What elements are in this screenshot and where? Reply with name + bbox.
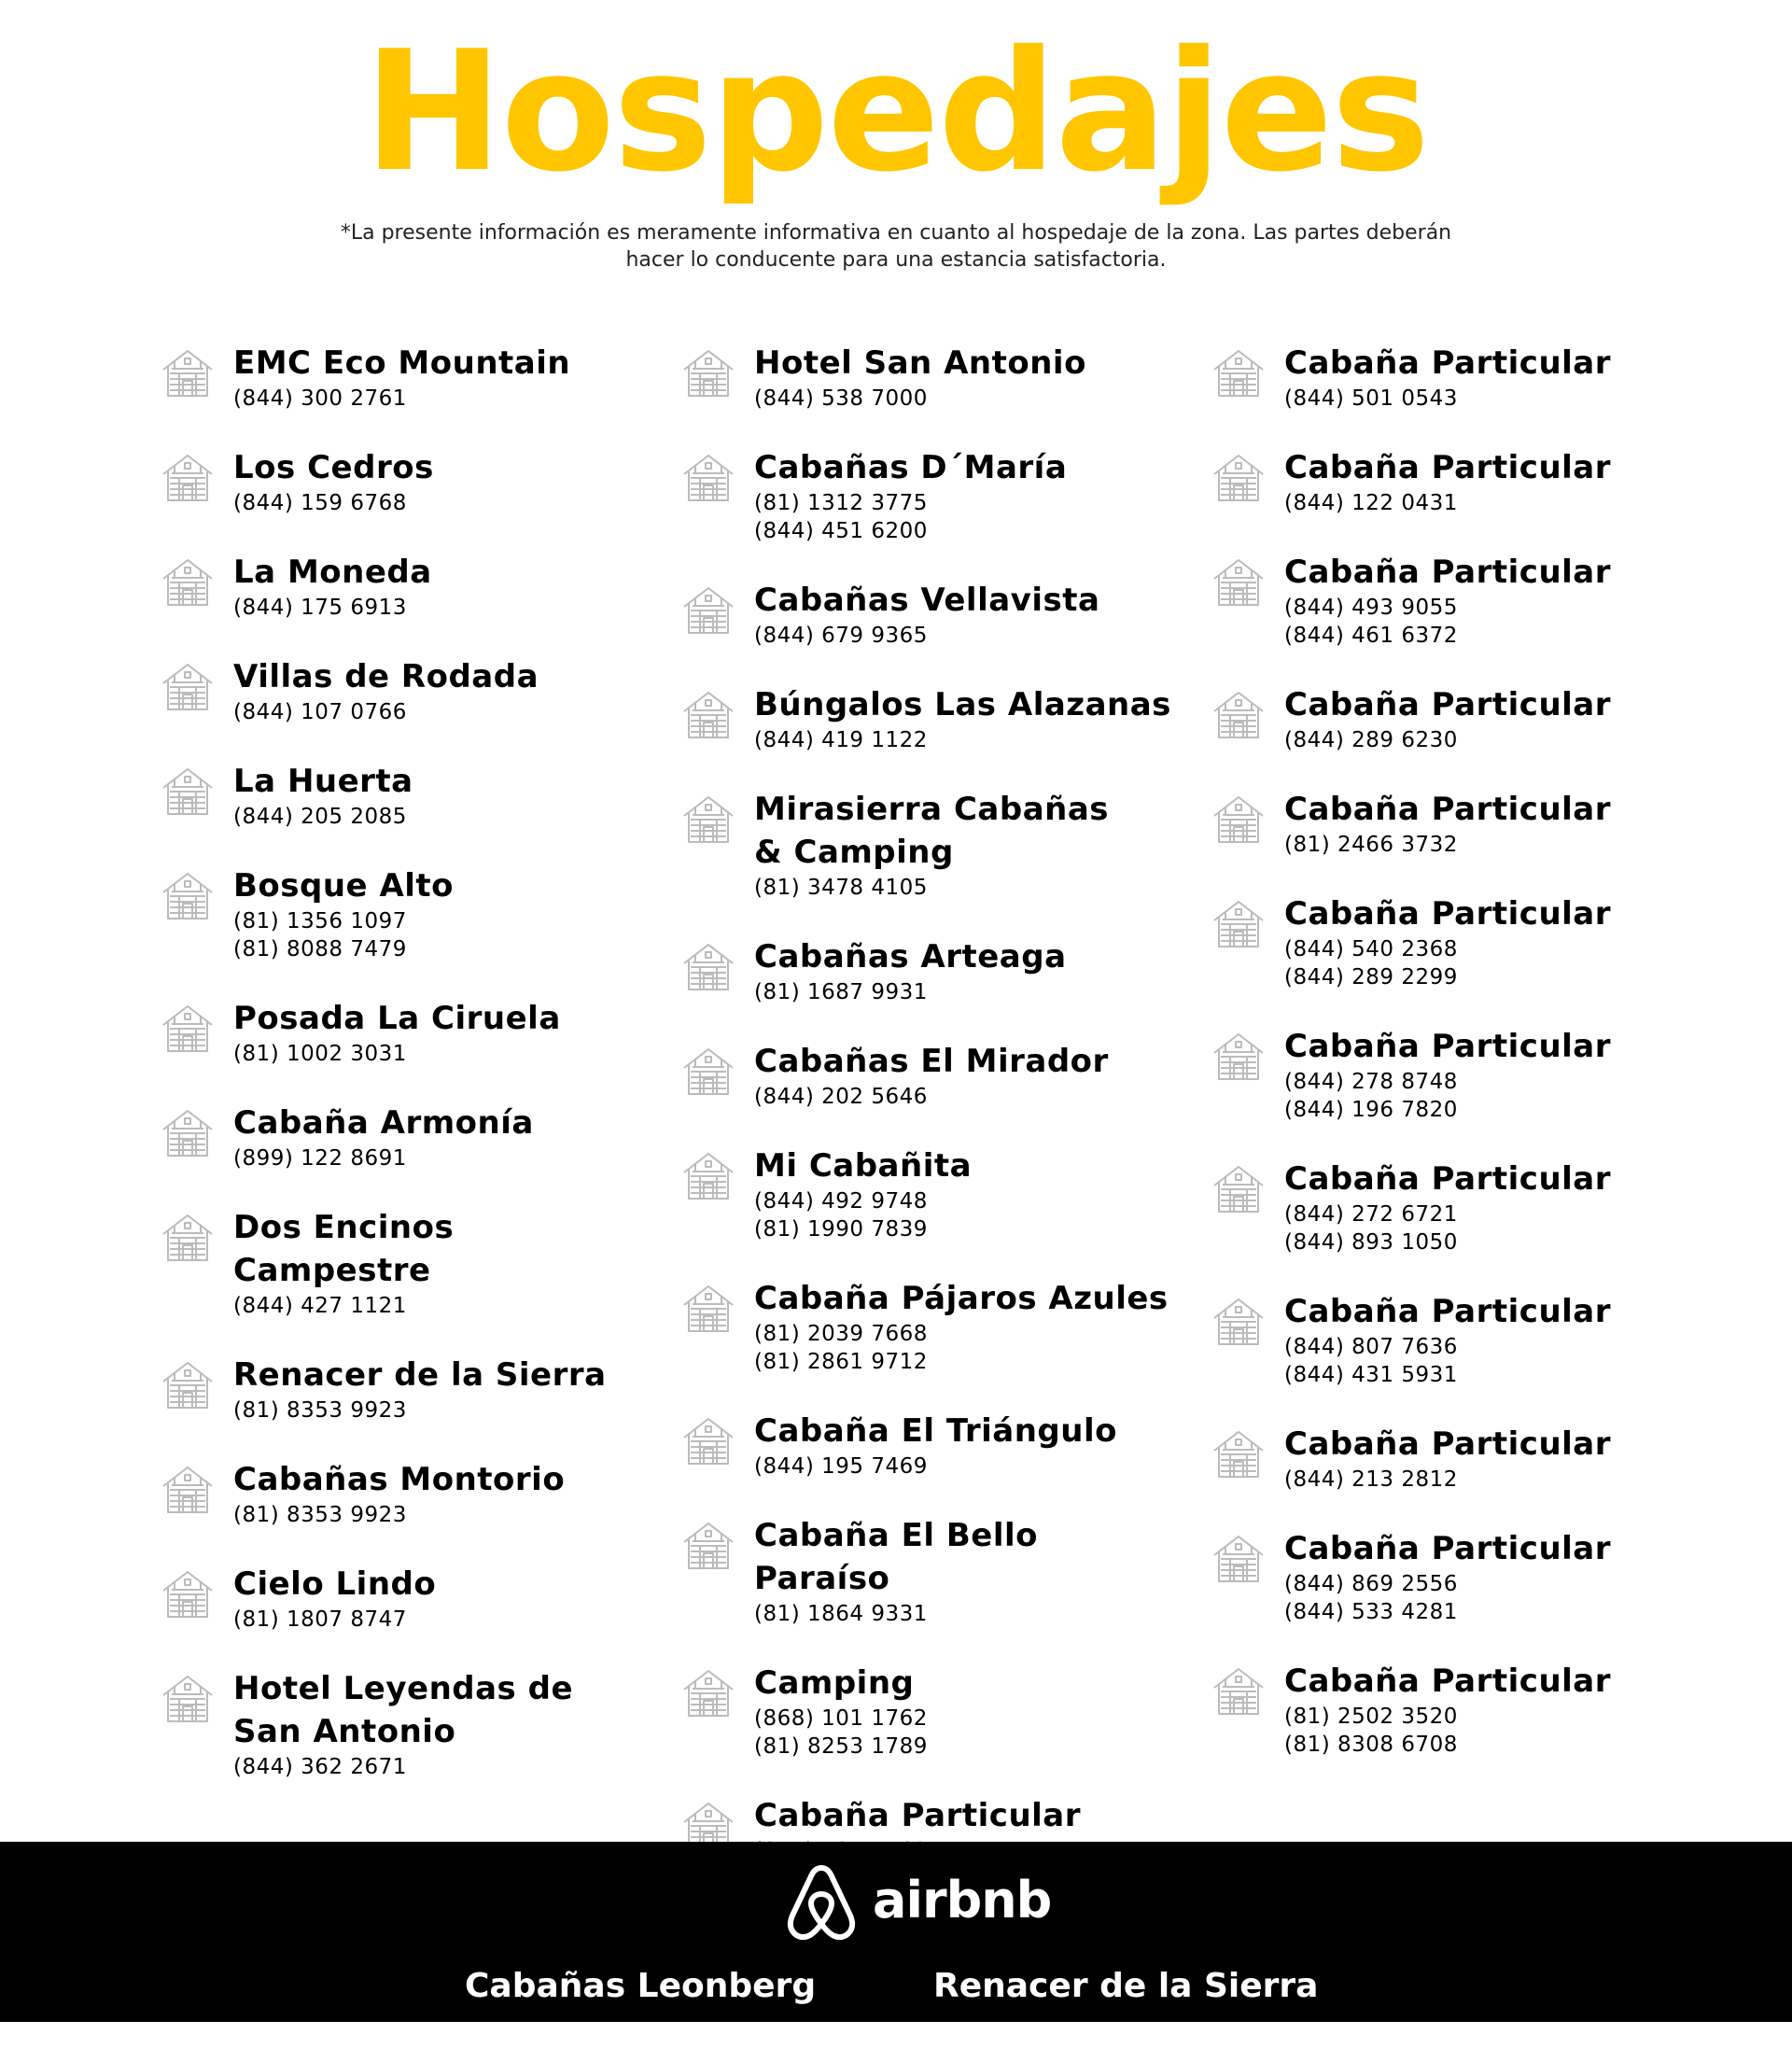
listing-phone: (899) 122 8691 (233, 1146, 407, 1171)
cabin-icon (1211, 1533, 1266, 1585)
listing-name: Cabaña Particular (1284, 1530, 1612, 1567)
listing-phone: (844) 419 1122 (754, 728, 928, 752)
listing-phone: (844) 679 9365 (754, 624, 928, 648)
cabin-icon (681, 584, 735, 637)
cabin-icon (1211, 452, 1266, 504)
listing-name: Camping (754, 1664, 915, 1702)
listing-name: Cabaña Particular (1284, 344, 1612, 382)
listing-name: Posada La Ciruela (233, 1000, 561, 1037)
listing-phone: (844) 196 7820 (1284, 1098, 1458, 1122)
listing-name: Cabañas El Mirador (754, 1043, 1109, 1080)
listing-name: Cabañas Arteaga (754, 938, 1067, 975)
listing-phone: (844) 461 6372 (1284, 624, 1458, 648)
listing-name: Villas de Rodada (233, 658, 539, 695)
listing-item (679, 683, 1183, 754)
listing-phone: (81) 8308 6708 (1284, 1733, 1458, 1757)
listing-name: La Moneda (233, 554, 432, 591)
listing-name: Cabaña Pájaros Azules (754, 1280, 1169, 1317)
listing-name: Cabaña Particular (1284, 1160, 1612, 1198)
cabin-icon (681, 1667, 735, 1719)
listing-phone: (844) 362 2671 (233, 1755, 407, 1779)
cabin-icon (681, 452, 735, 504)
listing-phone: (844) 431 5931 (1284, 1363, 1458, 1387)
listing-phone: (844) 540 2368 (1284, 937, 1458, 961)
listing-name: Cielo Lindo (233, 1565, 437, 1603)
listing-phone: (844) 289 6230 (1284, 728, 1458, 752)
listing-item (1210, 446, 1714, 517)
cabin-icon (1211, 793, 1266, 846)
listing-phone: (81) 1002 3031 (233, 1042, 407, 1066)
listings-column-1 (159, 342, 663, 1815)
footer-listing-name: Renacer de la Sierra (933, 1967, 1319, 2005)
cabin-icon (681, 1415, 735, 1467)
listing-item (679, 446, 1183, 545)
cabin-icon (161, 765, 215, 818)
listing-name: Cabaña Particular (1284, 1663, 1612, 1700)
listing-name: Cabaña Particular (1284, 1293, 1612, 1330)
listing-name: Cabaña Particular (1284, 1425, 1612, 1463)
listing-phone: (844) 202 5646 (754, 1085, 928, 1109)
listing-item (679, 579, 1183, 650)
listing-name: Cabañas D´María (754, 449, 1068, 486)
cabin-icon (1211, 556, 1266, 609)
listing-item (159, 342, 663, 413)
listing-name: Cabaña Particular (1284, 791, 1612, 828)
listing-phone: (81) 2861 9712 (754, 1350, 928, 1374)
footer-listing-name: Cabañas Leonberg (465, 1967, 817, 2005)
listing-phone: (81) 8353 9923 (233, 1503, 407, 1527)
page-title: Hospedajes (363, 15, 1429, 208)
cabin-icon (681, 941, 735, 993)
listing-name: Cabaña El Triángulo (754, 1412, 1117, 1450)
cabin-icon (1211, 1428, 1266, 1481)
listing-phone: (844) 205 2085 (233, 805, 407, 829)
listing-phone: (81) 1356 1097 (233, 909, 407, 933)
listing-item (159, 655, 663, 726)
listing-item (159, 997, 663, 1068)
listing-name: Hotel San Antonio (754, 344, 1086, 382)
cabin-icon (1211, 1296, 1266, 1348)
cabin-icon (681, 689, 735, 741)
listing-phone: (81) 1990 7839 (754, 1217, 928, 1242)
listing-item (1210, 892, 1714, 991)
listing-name: Búngalos Las Alazanas (754, 686, 1171, 723)
listing-item (159, 760, 663, 831)
airbnb-logo-icon (784, 1862, 859, 1944)
listing-phone: (81) 1807 8747 (233, 1607, 407, 1632)
listing-phone: (844) 175 6913 (233, 596, 407, 620)
listing-item (159, 1458, 663, 1529)
listing-item (679, 935, 1183, 1006)
cabin-icon (1211, 1031, 1266, 1083)
cabin-icon (161, 661, 215, 713)
listing-phone: (81) 8253 1789 (754, 1734, 928, 1759)
cabin-icon (1211, 1665, 1266, 1718)
listing-name: Cabaña Armonía (233, 1104, 534, 1142)
listing-item (159, 1667, 663, 1781)
listing-phone: (844) 213 2812 (1284, 1467, 1458, 1492)
listing-name: Cabaña Particular (1284, 554, 1612, 591)
listing-phone: (844) 538 7000 (754, 386, 928, 411)
listing-name: Mirasierra Cabañas & Camping (754, 791, 1110, 871)
listing-item (1210, 1025, 1714, 1124)
listing-phone: (844) 501 0543 (1284, 386, 1458, 411)
listing-phone: (844) 492 9748 (754, 1189, 928, 1214)
listing-item (1210, 788, 1714, 859)
cabin-icon (161, 1107, 215, 1159)
listing-item (1210, 551, 1714, 650)
cabin-icon (161, 1568, 215, 1621)
listing-name: Cabañas Vellavista (754, 582, 1100, 619)
listing-name: EMC Eco Mountain (233, 344, 571, 382)
listing-name: Cabaña Particular (1284, 1028, 1612, 1065)
listing-phone: (844) 869 2556 (1284, 1572, 1458, 1596)
listing-phone: (844) 195 7469 (754, 1454, 928, 1479)
listing-item (679, 1410, 1183, 1481)
disclaimer-text: *La presente información es meramente informativa en cuanto al hospedaje de la zona. Las partes deberán hacer lo conducente para una estancia satisfactoria. (340, 221, 1452, 272)
listing-item (1210, 1660, 1714, 1759)
cabin-icon (161, 452, 215, 504)
listing-name: Los Cedros (233, 449, 434, 486)
listing-item (1210, 683, 1714, 754)
cabin-icon (161, 347, 215, 400)
cabin-icon (1211, 347, 1266, 400)
listing-phone: (844) 493 9055 (1284, 596, 1458, 620)
listing-phone: (844) 159 6768 (233, 491, 407, 515)
listing-item (1210, 342, 1714, 413)
listing-name: Bosque Alto (233, 867, 455, 905)
airbnb-wordmark: airbnb (873, 1871, 1052, 1930)
listing-phone: (844) 107 0766 (233, 700, 407, 724)
listing-phone: (844) 122 0431 (1284, 491, 1458, 515)
listing-name: La Huerta (233, 763, 413, 800)
footer-bar (0, 1842, 1792, 2022)
cabin-icon (161, 1673, 215, 1725)
cabin-icon (1211, 898, 1266, 950)
listing-phone: (844) 427 1121 (233, 1294, 407, 1318)
listing-phone: (81) 1687 9931 (754, 980, 928, 1004)
listing-item (159, 1354, 663, 1424)
listings-column-3 (1210, 342, 1714, 1792)
listing-phone: (81) 3478 4105 (754, 876, 928, 900)
cabin-icon (161, 1003, 215, 1055)
listing-name: Cabaña El Bello Paraíso (754, 1517, 1039, 1597)
listing-name: Cabaña Particular (1284, 449, 1612, 486)
airbnb-logo (784, 1862, 1052, 1946)
listing-item (679, 1277, 1183, 1376)
listing-item (159, 1206, 663, 1320)
cabin-icon (161, 1212, 215, 1264)
listing-item (159, 864, 663, 963)
listing-item (1210, 1158, 1714, 1256)
listing-item (679, 342, 1183, 413)
listing-phone: (81) 1864 9331 (754, 1602, 928, 1626)
listing-item (679, 788, 1183, 902)
listing-name: Hotel Leyendas de San Antonio (233, 1670, 574, 1750)
listing-item (159, 1102, 663, 1172)
listing-phone: (868) 101 1762 (754, 1706, 928, 1731)
listing-name: Dos Encinos Campestre (233, 1209, 455, 1289)
cabin-icon (161, 1359, 215, 1411)
listing-phone: (81) 2502 3520 (1284, 1705, 1458, 1729)
listing-phone: (81) 8353 9923 (233, 1398, 407, 1423)
listing-phone: (81) 8088 7479 (233, 937, 407, 961)
listing-phone: (844) 451 6200 (754, 519, 928, 543)
cabin-icon (681, 1046, 735, 1098)
listing-item (1210, 1290, 1714, 1389)
listing-item (679, 1662, 1183, 1761)
listing-name: Cabaña Particular (1284, 895, 1612, 933)
listing-phone: (81) 2039 7668 (754, 1322, 928, 1346)
cabin-icon (1211, 689, 1266, 741)
cabin-icon (161, 870, 215, 922)
cabin-icon (681, 347, 735, 400)
listing-item (1210, 1527, 1714, 1626)
listing-item (159, 446, 663, 517)
listing-name: Mi Cabañita (754, 1147, 973, 1185)
listing-item (679, 1514, 1183, 1628)
cabin-icon (161, 1464, 215, 1516)
listing-phone: (844) 893 1050 (1284, 1230, 1458, 1255)
listing-name: Renacer de la Sierra (233, 1356, 607, 1394)
listing-item (1210, 1423, 1714, 1494)
listing-phone: (844) 807 7636 (1284, 1335, 1458, 1359)
listing-phone: (844) 533 4281 (1284, 1600, 1458, 1624)
cabin-icon (681, 793, 735, 846)
cabin-icon (1211, 1163, 1266, 1215)
listing-phone: (844) 300 2761 (233, 386, 407, 411)
listing-item (159, 551, 663, 622)
cabin-icon (681, 1283, 735, 1335)
listing-phone: (844) 278 8748 (1284, 1070, 1458, 1094)
listing-item (159, 1563, 663, 1634)
listing-phone: (81) 1312 3775 (754, 491, 928, 515)
cabin-icon (681, 1520, 735, 1572)
cabin-icon (161, 556, 215, 609)
listing-item (679, 1040, 1183, 1111)
listing-name: Cabaña Particular (754, 1797, 1082, 1834)
cabin-icon (681, 1150, 735, 1202)
listing-phone: (844) 289 2299 (1284, 965, 1458, 989)
listing-phone: (844) 272 6721 (1284, 1202, 1458, 1227)
listing-name: Cabaña Particular (1284, 686, 1612, 723)
listings-column-2 (679, 342, 1183, 1899)
listing-phone: (81) 2466 3732 (1284, 833, 1458, 857)
listing-name: Cabañas Montorio (233, 1461, 566, 1498)
listing-item (679, 1144, 1183, 1243)
